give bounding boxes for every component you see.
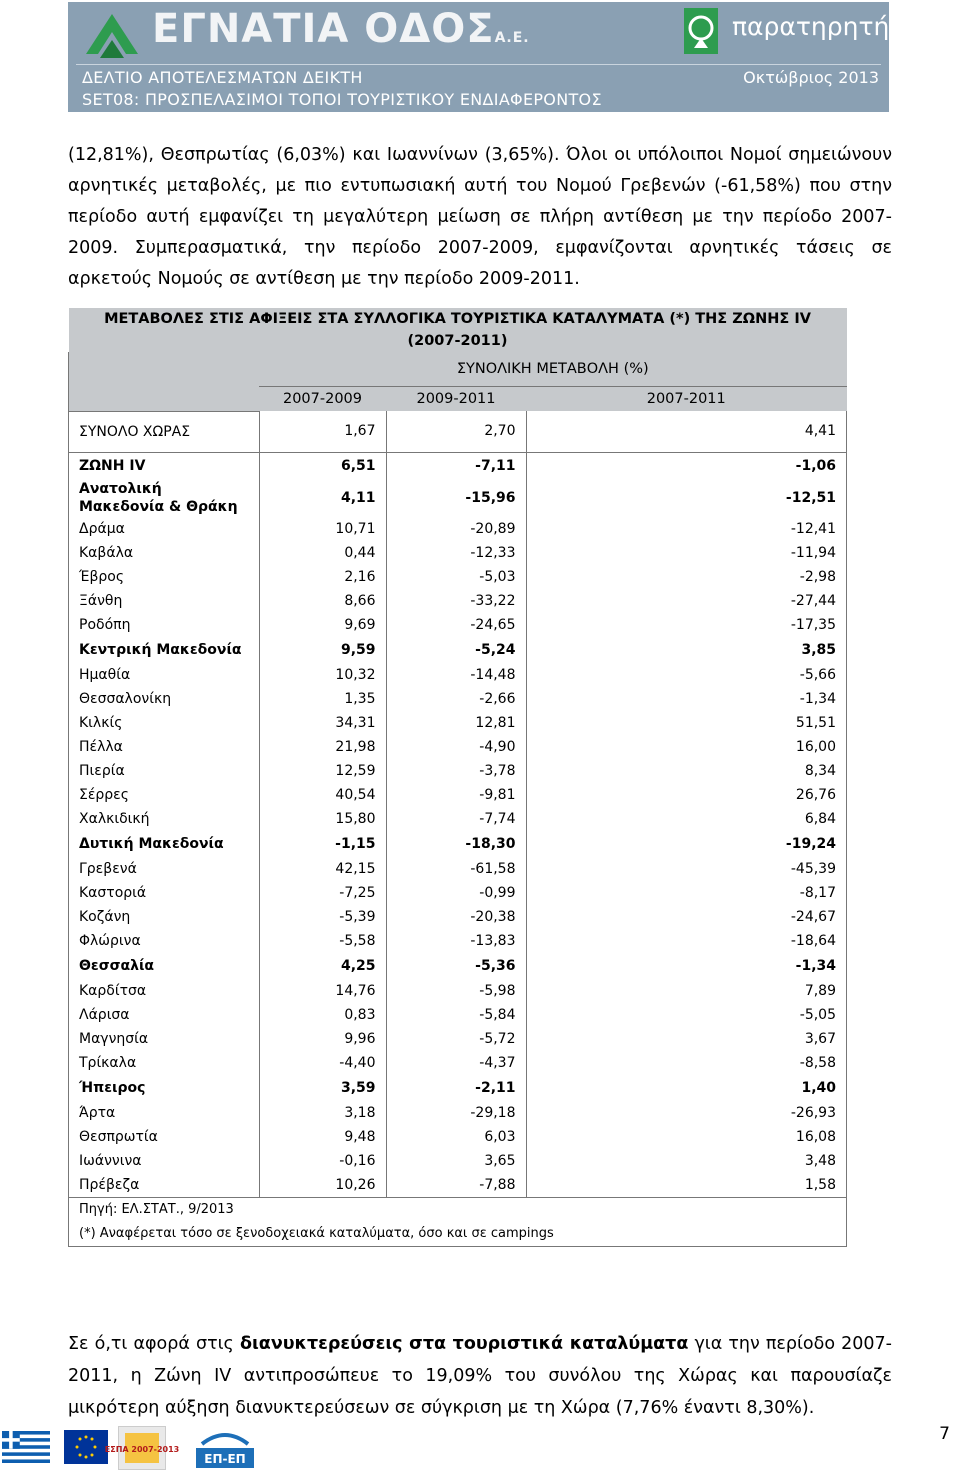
observatory-label: παρατηρητήριο <box>732 12 930 41</box>
value-2007-2009: 21,98 <box>259 735 386 759</box>
value-2007-2009: 9,96 <box>259 1027 386 1051</box>
value-2007-2011: -45,39 <box>526 857 847 881</box>
table-source: Πηγή: ΕΛ.ΣΤΑΤ., 9/2013 <box>69 1197 847 1222</box>
value-2007-2009: 3,18 <box>259 1101 386 1125</box>
table-row <box>69 735 847 759</box>
value-2007-2009: 8,66 <box>259 589 386 613</box>
value-2009-2011: -5,84 <box>386 1003 526 1027</box>
value-2007-2009: 14,76 <box>259 979 386 1003</box>
table-row <box>69 1101 847 1125</box>
table-row <box>69 1027 847 1051</box>
row-name: ΣΥΝΟΛΟ ΧΩΡΑΣ <box>69 411 260 452</box>
ep-ep-logo-icon <box>192 1426 258 1470</box>
value-2007-2009: 3,59 <box>259 1075 386 1101</box>
value-2007-2011: -8,17 <box>526 881 847 905</box>
value-2007-2009: 4,25 <box>259 953 386 979</box>
row-name: Ροδόπη <box>69 613 260 637</box>
intro-paragraph: (12,81%), Θεσπρωτίας (6,03%) και Ιωαννίνων (3,65%). Όλοι οι υπόλοιποι Νομοί σημειώνουν αρνητικές μεταβολές, με πιο εντυπωσιακή αυτή του Νομού Γρεβενών (-61,58%) που στην περίοδο αυτή εμφανίζει τη μεγαλύτερη μείωση σε πλήρη αντίθεση με την περίοδο 2007-2009. Συμπερασματικά, την περίοδο 2007-2009, εμφανίζονται αρνητικές τάσεις σε αρκετούς Νομούς σε αντίθεση με την περίοδο 2009-2011. <box>68 145 892 289</box>
eu-flag-icon <box>64 1430 108 1464</box>
value-2009-2011: -2,11 <box>386 1075 526 1101</box>
value-2007-2011: 16,08 <box>526 1125 847 1149</box>
row-name: Άρτα <box>69 1101 260 1125</box>
espa-logo-label: ΕΣΠΑ 2007-2013 <box>104 1445 180 1454</box>
row-name: Κεντρική Μακεδονία <box>69 637 260 663</box>
column-header-2007-2011: 2007-2011 <box>526 387 847 412</box>
value-2007-2011: -12,51 <box>526 479 847 517</box>
greek-flag-icon <box>2 1430 50 1464</box>
value-2007-2011: -18,64 <box>526 929 847 953</box>
row-name: Λάρισα <box>69 1003 260 1027</box>
table-row <box>69 565 847 589</box>
value-2007-2009: 4,11 <box>259 479 386 517</box>
value-2009-2011: -15,96 <box>386 479 526 517</box>
value-2007-2011: -19,24 <box>526 831 847 857</box>
value-2007-2009: -0,16 <box>259 1149 386 1173</box>
value-2007-2011: -1,34 <box>526 953 847 979</box>
value-2007-2011: 1,40 <box>526 1075 847 1101</box>
table-row <box>69 783 847 807</box>
value-2009-2011: -4,37 <box>386 1051 526 1075</box>
table-row <box>69 452 847 479</box>
row-name: Μαγνησία <box>69 1027 260 1051</box>
ep-ep-logo-label: ΕΠ-ΕΠ <box>204 1452 246 1466</box>
value-2007-2011: 26,76 <box>526 783 847 807</box>
row-name: Δυτική Μακεδονία <box>69 831 260 857</box>
value-2007-2011: 3,48 <box>526 1149 847 1173</box>
value-2009-2011: -61,58 <box>386 857 526 881</box>
value-2007-2009: 0,83 <box>259 1003 386 1027</box>
value-2009-2011: -33,22 <box>386 589 526 613</box>
value-2007-2011: -26,93 <box>526 1101 847 1125</box>
value-2009-2011: -0,99 <box>386 881 526 905</box>
value-2009-2011: 3,65 <box>386 1149 526 1173</box>
table-title: ΜΕΤΑΒΟΛΕΣ ΣΤΙΣ ΑΦΙΞΕΙΣ ΣΤΑ ΣΥΛΛΟΓΙΚΑ ΤΟΥΡΙΣΤΙΚΑ ΚΑΤΑΛΥΜΑΤΑ (*) ΤΗΣ ΖΩΝΗΣ IV (2007-2011) <box>69 308 847 352</box>
value-2007-2009: 10,32 <box>259 663 386 687</box>
value-2007-2011: 8,34 <box>526 759 847 783</box>
row-name: Γρεβενά <box>69 857 260 881</box>
header-banner <box>68 2 930 112</box>
value-2007-2011: -1,34 <box>526 687 847 711</box>
row-name: Καστοριά <box>69 881 260 905</box>
value-2007-2009: -5,39 <box>259 905 386 929</box>
value-2007-2009: 42,15 <box>259 857 386 881</box>
row-name: Πιερία <box>69 759 260 783</box>
table-row <box>69 857 847 881</box>
egnatia-logo-icon <box>82 10 142 62</box>
value-2009-2011: -5,72 <box>386 1027 526 1051</box>
row-name: Έβρος <box>69 565 260 589</box>
value-2007-2011: 16,00 <box>526 735 847 759</box>
value-2007-2011: -5,05 <box>526 1003 847 1027</box>
table-row <box>69 807 847 831</box>
table-row <box>69 637 847 663</box>
table-footnote: (*) Αναφέρεται τόσο σε ξενοδοχειακά καταλύματα, όσο και σε campings <box>69 1222 847 1247</box>
value-2009-2011: 12,81 <box>386 711 526 735</box>
table-row <box>69 1149 847 1173</box>
value-2007-2011: 7,89 <box>526 979 847 1003</box>
brand-name: ΕΓΝΑΤΙΑ ΟΔΟΣΑ.Ε. <box>152 6 530 52</box>
value-2009-2011: -29,18 <box>386 1101 526 1125</box>
value-2007-2009: 10,71 <box>259 517 386 541</box>
outro-text-before: Σε ό,τι αφορά στις <box>68 1334 240 1354</box>
value-2007-2011: -8,58 <box>526 1051 847 1075</box>
row-name: Θεσπρωτία <box>69 1125 260 1149</box>
value-2007-2009: 6,51 <box>259 452 386 479</box>
value-2009-2011: -5,03 <box>386 565 526 589</box>
header-blank-cell <box>69 352 260 411</box>
value-2007-2009: -7,25 <box>259 881 386 905</box>
outro-text-bold: διανυκτερεύσεις στα τουριστικά καταλύματα <box>239 1334 689 1354</box>
table-row <box>69 759 847 783</box>
table-row <box>69 687 847 711</box>
outro-text-after: για την περίοδο 2007-2011, η Ζώνη IV αντιπροσώπευε το 19,09% του συνόλου της Χώρας και παρουσίαζε μικρότερη αύξηση διανυκτερεύσεων σε σύγκριση με τη Χώρα (7,76% έναντι 8,30%). <box>68 1334 893 1418</box>
table-row <box>69 929 847 953</box>
row-name: Καβάλα <box>69 541 260 565</box>
value-2009-2011: -5,36 <box>386 953 526 979</box>
value-2009-2011: -5,24 <box>386 637 526 663</box>
value-2009-2011: -5,98 <box>386 979 526 1003</box>
row-name: Πρέβεζα <box>69 1173 260 1198</box>
table-row <box>69 479 847 517</box>
row-name: Κιλκίς <box>69 711 260 735</box>
table-row <box>69 1173 847 1198</box>
row-name: Σέρρες <box>69 783 260 807</box>
value-2009-2011: -12,33 <box>386 541 526 565</box>
group-header: ΣΥΝΟΛΙΚΗ ΜΕΤΑΒΟΛΗ (%) <box>259 352 847 387</box>
row-name: Τρίκαλα <box>69 1051 260 1075</box>
value-2007-2009: 2,16 <box>259 565 386 589</box>
row-name: Ξάνθη <box>69 589 260 613</box>
table-row <box>69 1125 847 1149</box>
value-2007-2011: -5,66 <box>526 663 847 687</box>
value-2007-2011: -2,98 <box>526 565 847 589</box>
value-2009-2011: 6,03 <box>386 1125 526 1149</box>
table-row <box>69 831 847 857</box>
value-2009-2011: -9,81 <box>386 783 526 807</box>
value-2009-2011: -20,89 <box>386 517 526 541</box>
value-2009-2011: -7,11 <box>386 452 526 479</box>
value-2009-2011: -24,65 <box>386 613 526 637</box>
value-2007-2011: -24,67 <box>526 905 847 929</box>
table-row <box>69 663 847 687</box>
column-header-2009-2011: 2009-2011 <box>386 387 526 412</box>
value-2007-2009: 1,67 <box>259 411 386 452</box>
value-2007-2009: 1,35 <box>259 687 386 711</box>
bulletin-title: ΔΕΛΤΙΟ ΑΠΟΤΕΛΕΣΜΑΤΩΝ ΔΕΙΚΤΗ <box>82 68 363 87</box>
value-2007-2009: 9,69 <box>259 613 386 637</box>
value-2007-2009: 0,44 <box>259 541 386 565</box>
value-2007-2009: -1,15 <box>259 831 386 857</box>
row-name: ΖΩΝΗ IV <box>69 452 260 479</box>
observatory-logo-icon <box>684 8 718 54</box>
row-name: Θεσσαλία <box>69 953 260 979</box>
table-row <box>69 1003 847 1027</box>
table-row <box>69 881 847 905</box>
row-name: Ήπειρος <box>69 1075 260 1101</box>
value-2009-2011: -14,48 <box>386 663 526 687</box>
ep-ep-logo <box>192 1426 258 1470</box>
value-2007-2009: -4,40 <box>259 1051 386 1075</box>
value-2007-2011: -17,35 <box>526 613 847 637</box>
value-2009-2011: -4,90 <box>386 735 526 759</box>
row-name: Δράμα <box>69 517 260 541</box>
column-header-2007-2009: 2007-2009 <box>259 387 386 412</box>
row-name: Ιωάννινα <box>69 1149 260 1173</box>
row-name: Χαλκιδική <box>69 807 260 831</box>
value-2007-2011: -1,06 <box>526 452 847 479</box>
value-2007-2011: -11,94 <box>526 541 847 565</box>
value-2007-2011: -12,41 <box>526 517 847 541</box>
value-2007-2011: 51,51 <box>526 711 847 735</box>
value-2007-2009: 9,48 <box>259 1125 386 1149</box>
row-name: Φλώρινα <box>69 929 260 953</box>
row-name: Καρδίτσα <box>69 979 260 1003</box>
value-2009-2011: -20,38 <box>386 905 526 929</box>
value-2007-2011: 3,67 <box>526 1027 847 1051</box>
value-2007-2011: 4,41 <box>526 411 847 452</box>
value-2007-2011: -27,44 <box>526 589 847 613</box>
arrivals-change-table <box>68 308 847 1247</box>
value-2009-2011: -18,30 <box>386 831 526 857</box>
value-2009-2011: -13,83 <box>386 929 526 953</box>
espa-logo-icon <box>104 1427 180 1469</box>
page-number: 7 <box>939 1424 950 1444</box>
table-row <box>69 711 847 735</box>
value-2009-2011: -7,88 <box>386 1173 526 1198</box>
value-2007-2009: 12,59 <box>259 759 386 783</box>
outro-paragraph <box>68 1328 892 1424</box>
value-2009-2011: -2,66 <box>386 687 526 711</box>
value-2007-2009: 15,80 <box>259 807 386 831</box>
espa-logo <box>104 1426 180 1470</box>
table-body <box>69 411 847 1197</box>
table-row <box>69 589 847 613</box>
value-2007-2009: 34,31 <box>259 711 386 735</box>
table-row <box>69 979 847 1003</box>
table-row <box>69 905 847 929</box>
table-row <box>69 1075 847 1101</box>
table-row <box>69 1051 847 1075</box>
table-row <box>69 541 847 565</box>
value-2007-2011: 3,85 <box>526 637 847 663</box>
value-2009-2011: 2,70 <box>386 411 526 452</box>
row-name: Κοζάνη <box>69 905 260 929</box>
row-name: Πέλλα <box>69 735 260 759</box>
row-name: Ανατολική Μακεδονία & Θράκη <box>69 479 260 517</box>
table-row <box>69 517 847 541</box>
value-2007-2009: -5,58 <box>259 929 386 953</box>
table-row <box>69 411 847 452</box>
value-2007-2011: 1,58 <box>526 1173 847 1198</box>
value-2007-2011: 6,84 <box>526 807 847 831</box>
value-2009-2011: -7,74 <box>386 807 526 831</box>
table-row <box>69 613 847 637</box>
bulletin-date: Οκτώβριος 2013 <box>743 68 879 87</box>
header-divider <box>76 64 881 65</box>
table-row <box>69 953 847 979</box>
row-name: Θεσσαλονίκη <box>69 687 260 711</box>
value-2009-2011: -3,78 <box>386 759 526 783</box>
row-name: Ημαθία <box>69 663 260 687</box>
value-2007-2009: 40,54 <box>259 783 386 807</box>
value-2007-2009: 10,26 <box>259 1173 386 1198</box>
value-2007-2009: 9,59 <box>259 637 386 663</box>
indicator-title: SET08: ΠΡΟΣΠΕΛΑΣΙΜΟΙ ΤΟΠΟΙ ΤΟΥΡΙΣΤΙΚΟΥ ΕΝΔΙΑΦΕΡΟΝΤΟΣ <box>82 90 602 109</box>
